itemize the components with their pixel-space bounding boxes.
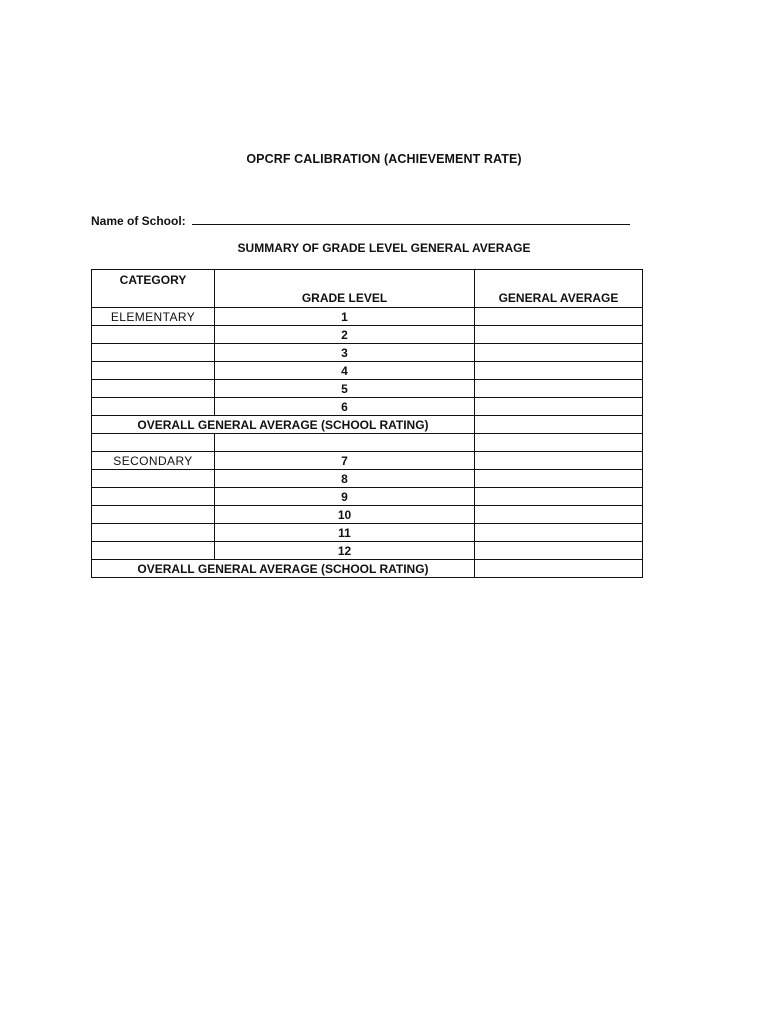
table-row	[92, 362, 643, 380]
spacer-row	[92, 434, 643, 452]
secondary-overall-value-cell	[475, 560, 643, 578]
grade-level-header: GRADE LEVEL	[215, 270, 475, 308]
table-row	[92, 470, 643, 488]
school-name-label: Name of School:	[91, 214, 186, 228]
category-header: CATEGORY	[92, 270, 215, 308]
general-average-cell	[475, 308, 643, 326]
school-name-row	[91, 212, 630, 228]
table-row	[92, 344, 643, 362]
general-average-cell	[475, 542, 643, 560]
grade-cell: 11	[215, 524, 475, 542]
category-cell	[92, 488, 215, 506]
category-cell	[92, 398, 215, 416]
secondary-overall-label: OVERALL GENERAL AVERAGE (SCHOOL RATING)	[92, 560, 475, 578]
grade-cell: 3	[215, 344, 475, 362]
general-average-cell	[475, 362, 643, 380]
table-row	[92, 542, 643, 560]
category-cell	[92, 542, 215, 560]
grade-cell: 5	[215, 380, 475, 398]
category-cell	[92, 362, 215, 380]
table-row	[92, 380, 643, 398]
grade-summary-table	[91, 269, 643, 578]
category-cell	[92, 326, 215, 344]
table-row	[92, 308, 643, 326]
grade-cell: 1	[215, 308, 475, 326]
category-cell	[92, 434, 215, 452]
grade-cell: 4	[215, 362, 475, 380]
general-average-cell	[475, 524, 643, 542]
grade-cell: 2	[215, 326, 475, 344]
general-average-cell	[475, 506, 643, 524]
grade-cell: 8	[215, 470, 475, 488]
category-cell	[92, 524, 215, 542]
general-average-cell	[475, 434, 643, 452]
table-row	[92, 398, 643, 416]
secondary-label: SECONDARY	[92, 452, 215, 470]
general-average-cell	[475, 398, 643, 416]
general-average-cell	[475, 326, 643, 344]
table-header-row	[92, 270, 643, 308]
grade-cell: 10	[215, 506, 475, 524]
grade-cell	[215, 434, 475, 452]
table-row	[92, 452, 643, 470]
table-row	[92, 488, 643, 506]
category-cell	[92, 470, 215, 488]
elementary-overall-label: OVERALL GENERAL AVERAGE (SCHOOL RATING)	[92, 416, 475, 434]
table-row	[92, 524, 643, 542]
school-name-blank-line	[192, 212, 630, 225]
general-average-cell	[475, 380, 643, 398]
category-cell	[92, 380, 215, 398]
general-average-cell	[475, 344, 643, 362]
table-subtitle: SUMMARY OF GRADE LEVEL GENERAL AVERAGE	[237, 241, 531, 255]
elementary-overall-value-cell	[475, 416, 643, 434]
grade-cell: 12	[215, 542, 475, 560]
general-average-header: GENERAL AVERAGE	[475, 270, 643, 308]
grade-cell: 7	[215, 452, 475, 470]
category-cell	[92, 344, 215, 362]
table-row	[92, 326, 643, 344]
secondary-overall-row	[92, 560, 643, 578]
elementary-label: ELEMENTARY	[92, 308, 215, 326]
table-row	[92, 506, 643, 524]
general-average-cell	[475, 470, 643, 488]
document-title: OPCRF CALIBRATION (ACHIEVEMENT RATE)	[246, 152, 522, 166]
elementary-overall-row	[92, 416, 643, 434]
general-average-cell	[475, 488, 643, 506]
grade-cell: 6	[215, 398, 475, 416]
category-cell	[92, 506, 215, 524]
grade-cell: 9	[215, 488, 475, 506]
general-average-cell	[475, 452, 643, 470]
